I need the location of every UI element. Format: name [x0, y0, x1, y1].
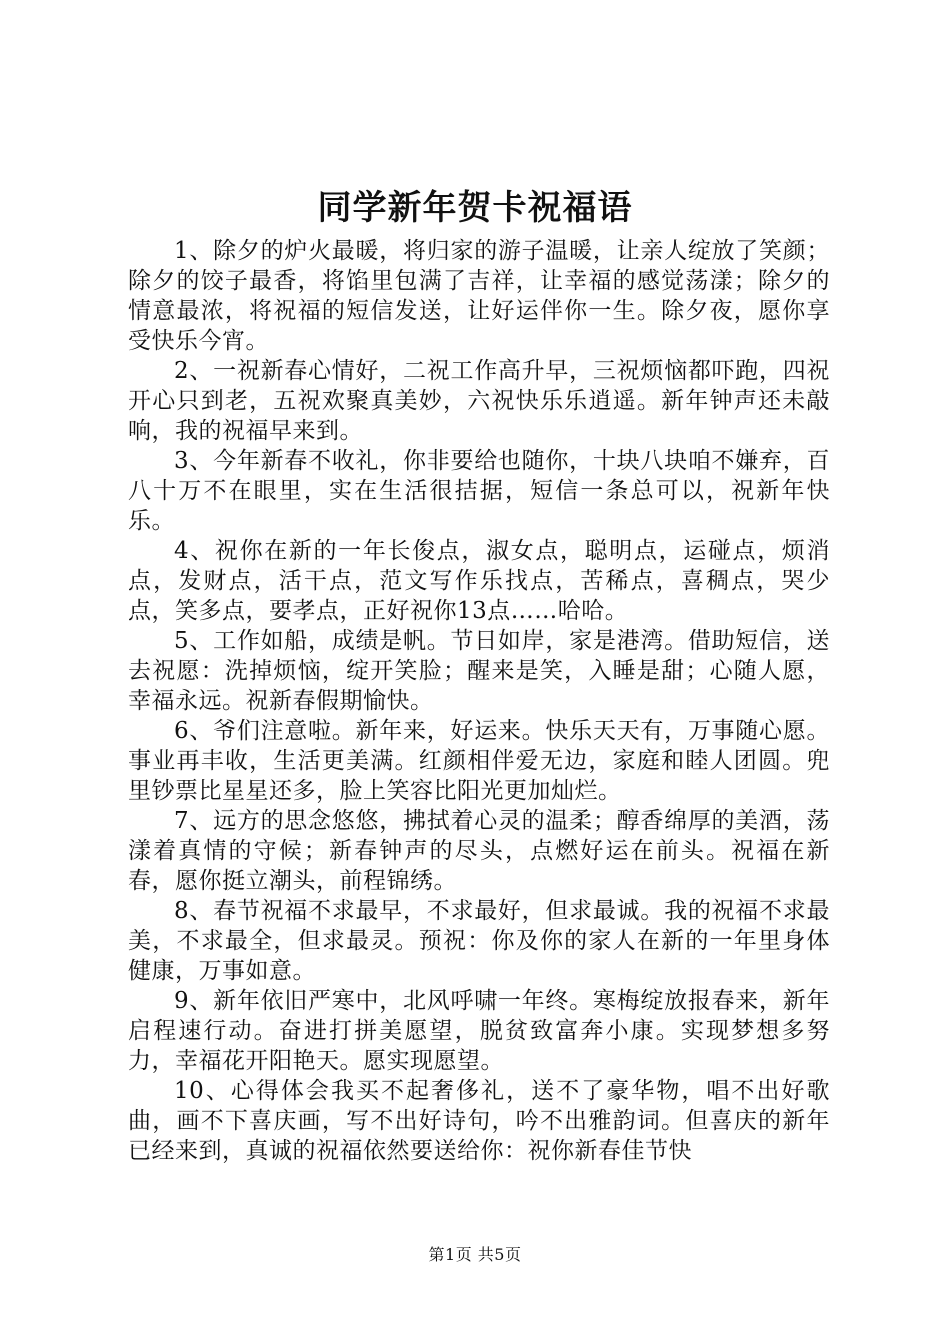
- paragraph-7: 7、远方的思念悠悠，拂拭着心灵的温柔；醇香绵厚的美酒，荡漾着真情的守候；新春钟声的尽头，点燃好运在前头。祝福在新春，愿你挺立潮头，前程锦绣。: [128, 808, 830, 894]
- paragraph-3: 3、今年新春不收礼，你非要给也随你，十块八块咱不嫌弃，百八十万不在眼里，实在生活很拮据，短信一条总可以，祝新年快乐。: [128, 448, 830, 534]
- page-footer: 第1页 共5页: [428, 1245, 522, 1264]
- paragraph-6: 6、爷们注意啦。新年来，好运来。快乐天天有，万事随心愿。事业再丰收，生活更美满。红颜相伴爱无边，家庭和睦人团圆。兜里钞票比星星还多，脸上笑容比阳光更加灿烂。: [128, 718, 830, 804]
- document-title: 同学新年贺卡祝福语: [317, 188, 633, 228]
- paragraph-8: 8、春节祝福不求最早，不求最好，但求最诚。我的祝福不求最美，不求最全，但求最灵。预祝：你及你的家人在新的一年里身体健康，万事如意。: [128, 898, 830, 984]
- paragraph-4: 4、祝你在新的一年长俊点，淑女点，聪明点，运碰点，烦消点，发财点，活干点，范文写作乐找点，苦稀点，喜稠点，哭少点，笑多点，要孝点，正好祝你13点……哈哈。: [128, 538, 830, 624]
- paragraph-1: 1、除夕的炉火最暖，将归家的游子温暖，让亲人绽放了笑颜；除夕的饺子最香，将馅里包满了吉祥，让幸福的感觉荡漾；除夕的情意最浓，将祝福的短信发送，让好运伴你一生。除夕夜，愿你享受快乐今宵。: [128, 238, 830, 354]
- paragraph-9: 9、新年依旧严寒中，北风呼啸一年终。寒梅绽放报春来，新年启程速行动。奋进打拼美愿望，脱贫致富奔小康。实现梦想多努力，幸福花开阳艳天。愿实现愿望。: [128, 988, 830, 1074]
- paragraph-5: 5、工作如船，成绩是帆。节日如岸，家是港湾。借助短信，送去祝愿：洗掉烦恼，绽开笑脸；醒来是笑，入睡是甜；心随人愿，幸福永远。祝新春假期愉快。: [128, 628, 830, 714]
- paragraph-10: 10、心得体会我买不起奢侈礼，送不了豪华物，唱不出好歌曲，画不下喜庆画，写不出好诗句，吟不出雅韵词。但喜庆的新年已经来到，真诚的祝福依然要送给你：祝你新春佳节快: [128, 1078, 830, 1164]
- document-body: [128, 236, 830, 1166]
- paragraph-2: 2、一祝新春心情好，二祝工作高升早，三祝烦恼都吓跑，四祝开心只到老，五祝欢聚真美妙，六祝快乐乐逍遥。新年钟声还未敲响，我的祝福早来到。: [128, 358, 830, 444]
